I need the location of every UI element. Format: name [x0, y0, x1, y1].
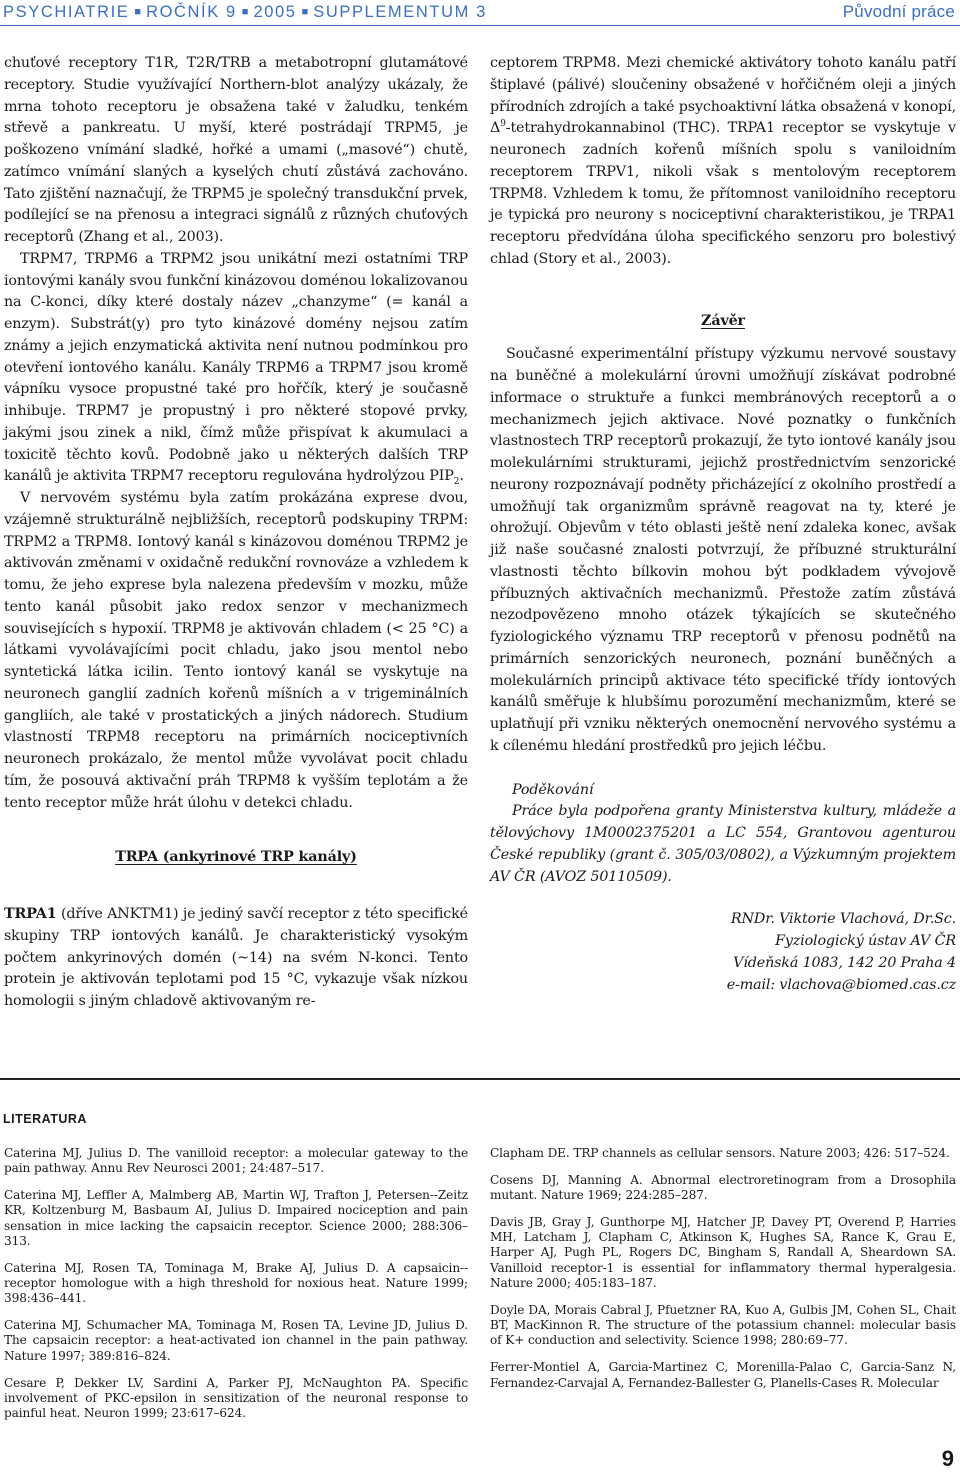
journal-volume: ROČNÍK 9 [146, 3, 237, 21]
separator-square-icon: ■ [301, 6, 309, 18]
acknowledgement-title: Poděkování [512, 781, 594, 798]
separator-square-icon: ■ [134, 6, 142, 18]
reference-item: Caterina MJ, Julius D. The vanilloid receptor: a molecular gateway to the pain pathway. Annu Rev Neurosci 2001; 24:487–517. [4, 1146, 468, 1176]
paragraph-chanzyme-text: TRPM7, TRPM6 a TRPM2 jsou unikátní mezi ostatními TRP iontovými kanály svou funkční kinázovou doménou lokalizovanou na C-konci, díky které dostaly název „chanzyme“ (= kanál a enzym). Substrát(y) pro tyto kinázové domény nejsou zatím známy a jejich enzymatická aktivita není nutnou podmínkou pro otevření iontového kanálu. Kanály TRPM6 a TRPM7 jsou kromě vápníku vysoce propustné také pro hořčík, který je současně inhibuje. TRPM7 je propustný i pro některé stopové prvky, jakými jsou zinek a nikl, čímž může přispívat k akumulaci a toxicitě těchto kovů. Podobně jako u některých dalších TRP kanálů je aktivita TRPM7 receptoru regulována hydrolýzou PIP [4, 250, 468, 485]
paragraph-text-a: ceptorem TRPM8. Mezi chemické aktivátory tohoto kanálu patří štiplavé (pálivé) sloučeniny obsažené v hořčičném oleji a jiných přírodních zdrojích a také psychoaktivní látka obsažená v konopí, Δ [490, 55, 956, 137]
author-email[interactable]: e-mail: vlachova@biomed.cas.cz [726, 976, 956, 993]
running-header [0, 0, 960, 24]
journal-year: 2005 [253, 3, 297, 21]
right-column [490, 53, 956, 996]
reference-item: Cosens DJ, Manning A. Abnormal electroretinogram from a Drosophila mutant. Nature 1969; 224:285–287. [490, 1172, 956, 1203]
paragraph-conclusion: Současné experimentální přístupy výzkumu nervové soustavy na buněčné a molekulární úrovni umožňují získávat podrobné informace o struktuře a funkci membránových receptorů a o mechanizmech jejich aktivace. Nové poznatky o funkčních vlastnostech TRP receptorů prokazují, že tyto iontové kanály jsou molekulárními strukturami, jejichž prostřednictvím senzorické neurony rozpoznávají podněty přicházející z okolního prostředí a umožňují tak organizmům správně reagovat na ty, které je ohrožují. Objevům v této oblasti ještě není zdaleka konec, avšak již naše současné znalosti potvrzují, že příbuzné strukturální vlastnosti těchto bílkovin mohou být podkladem vývojově příbuzných aktivačních mechanizmů. Přestože zatím zůstává nezodpovězeno mnoho otázek týkajících se skutečného fyziologického významu TRP receptorů v přenosu podnětů na primárních senzorických neuronech, poznání buněčných a molekulárních principů aktivace této specifické třídy iontových kanálů směřuje k hlubšímu porozumění mechanizmům, které se uplatňují při vzniku některých onemocnění nervového systému a k cílenému hledání prostředků pro jejich léčbu. [490, 346, 956, 754]
paragraph-trpm2-trpm8: V nervovém systému byla zatím prokázána exprese dvou, vzájemně strukturálně nejbližších, receptorů podskupiny TRPM: TRPM2 a TRPM8. Iontový kanál s kinázovou doménou TRPM2 je aktivován změnami v oxidačně redukční rovnováze a vzhledem k tomu, že jeho exprese byla nalezena především v mozku, může tento kanál působit jako redox senzor v mechanizmech souvisejících s hypoxií. TRPM8 je aktivován chladem (< 25 °C) a látkami vyvolávajícími pocit chladu, jako jsou mentol nebo syntetická látka icilin. Tento iontový kanál se vyskytuje na neuronech ganglií zadních kořenů míšních a v trigeminálních gangliích, ale také v prostatických a jiných nádorech. Studium vlastností TRPM8 receptoru na primárních nociceptivních neuronech prokázalo, že mentol může vyvolávat pocit chladu tím, že posouvá aktivační práh TRPM8 k vyšším teplotám a že tento receptor může hrát úlohu v detekci chladu. [4, 490, 468, 811]
separator-square-icon: ■ [241, 6, 249, 18]
references-right [490, 1146, 956, 1402]
reference-item: Davis JB, Gray J, Gunthorpe MJ, Hatcher JP, Davey PT, Overend P, Harries MH, Latcham J, Clapham C, Atkinson K, Hughes SA, Rance K, Grau E, Harper AJ, Pugh PL, Rogers DC, Bingham S, Randall A, Sheardown SA. Vanilloid receptor-1 is essential for inflammatory thermal hyperalgesia. Nature 2000; 405:183–187. [490, 1214, 956, 1291]
author-name: RNDr. Viktorie Vlachová, Dr.Sc. [730, 911, 956, 928]
acknowledgement-text: Práce byla podpořena granty Ministerstva kultury, mládeže a tělovýchovy 1M0002375201 a LC 554, Grantovou agenturou České republiky (grant č. 305/03/0802), a Výzkumným projektem AV ČR (AVOZ 50110509). [490, 803, 956, 885]
paragraph-chanzyme-end: . [459, 468, 464, 485]
journal-name [3, 3, 487, 22]
literature-heading: LITERATURA [3, 1112, 87, 1126]
left-column [4, 53, 468, 1013]
author-address: Vídeňská 1083, 142 20 Praha 4 [733, 954, 956, 971]
reference-item: Caterina MJ, Schumacher MA, Tominaga M, Rosen TA, Levine JD, Julius D. The capsaicin receptor: a heat-activated ion channel in the pain pathway. Nature 1997; 389:816–824. [4, 1318, 468, 1363]
term-trpa1: TRPA1 [4, 906, 57, 922]
reference-item: Clapham DE. TRP channels as cellular sensors. Nature 2003; 426: 517–524. [490, 1146, 950, 1160]
header-rule [0, 25, 960, 26]
journal-supplement: SUPPLEMENTUM 3 [313, 3, 487, 21]
paragraph-text-b: -tetrahydrokannabinol (THC). TRPA1 receptor se vyskytuje v neuronech zadních kořenů míšních spolu s vaniloidním receptorem TRPV1, nikoli však s mentolovým receptorem TRPM8. Vzhledem k tomu, že přítomnost vaniloidního receptoru je typická pro neurony s nociceptivní charakteristikou, je TRPA1 receptoru předvídána úloha specifického senzoru pro bolestivý chlad (Story et al., 2003). [490, 120, 956, 267]
reference-item: Doyle DA, Morais Cabral J, Pfuetzner RA, Kuo A, Gulbis JM, Cohen SL, Chait BT, MacKinnon R. The structure of the potassium channel: molecular basis of K+ conduction and selectivity. Science 1998; 280:69–77. [490, 1302, 956, 1348]
section-heading-trpa: TRPA (ankyrinové TRP kanály) [115, 849, 357, 866]
references-left [4, 1146, 468, 1433]
paragraph-trpa1 [4, 904, 468, 1013]
reference-item: Caterina MJ, Leffler A, Malmberg AB, Martin WJ, Trafton J, Petersen--Zeitz KR, Koltzenburg M, Basbaum AI, Julius D. Impaired nociception and pain sensation in mice lacking the capsaicin receptor. Science 2000; 288:306–313. [4, 1188, 468, 1248]
section-heading-conclusion: Závěr [701, 312, 745, 329]
paragraph-chanzyme [4, 249, 468, 488]
literature-rule [0, 1078, 960, 1080]
paragraph-trpa1-continued [490, 53, 956, 271]
reference-item: Cesare P, Dekker LV, Sardini A, Parker PJ, McNaughton PA. Specific involvement of PKC-epsilon in sensitization of the neuronal response to painful heat. Neuron 1999; 23:617–624. [4, 1375, 468, 1421]
section-label: Původní práce [842, 2, 955, 21]
reference-item: Caterina MJ, Rosen TA, Tominaga M, Brake AJ, Julius D. A capsaicin--receptor homologue with a high threshold for noxious heat. Nature 1999; 398:436–441. [4, 1260, 468, 1306]
superscript: 9 [500, 119, 506, 130]
journal-title: PSYCHIATRIE [3, 3, 130, 21]
paragraph-trpa1-text: (dříve ANKTM1) je jediný savčí receptor z této specifické skupiny TRP iontových kanálů. Je charakteristický vysokým počtem ankyrinových domén (~14) na svém N-konci. Tento protein je aktivován teplotami pod 15 °C, vykazuje však nízkou homologii s jiným chladově aktivovaným re- [4, 906, 468, 1009]
paragraph-trpm5: chuťové receptory T1R, T2R/TRB a metabotropní glutamátové receptory. Studie využívající Northern-blot analýzy ukázaly, že mrna tohoto receptoru je obsažena také v žaludku, tenkém střevě a pankreatu. U myší, které postrádají TRPM5, je poškozeno vnímání sladké, hořké a umami („masové“) chutě, zatímco vnímání slaných a kyselých chutí zůstává zachováno. Tato zjištění naznačují, že TRPM5 je společný transdukční prvek, podílející se na přenosu a integraci signálů z různých chuťových receptorů (Zhang et al., 2003). [4, 55, 468, 245]
author-institute: Fyziologický ústav AV ČR [775, 933, 956, 949]
subscript: 2 [453, 477, 460, 488]
reference-item: Ferrer-Montiel A, Garcia-Martinez C, Morenilla-Palao C, Garcia-Sanz N, Fernandez-Carvajal A, Fernandez-Ballester G, Planells-Cases R. Molecular [490, 1360, 956, 1390]
page-number: 9 [941, 1446, 954, 1471]
author-block [490, 909, 956, 996]
